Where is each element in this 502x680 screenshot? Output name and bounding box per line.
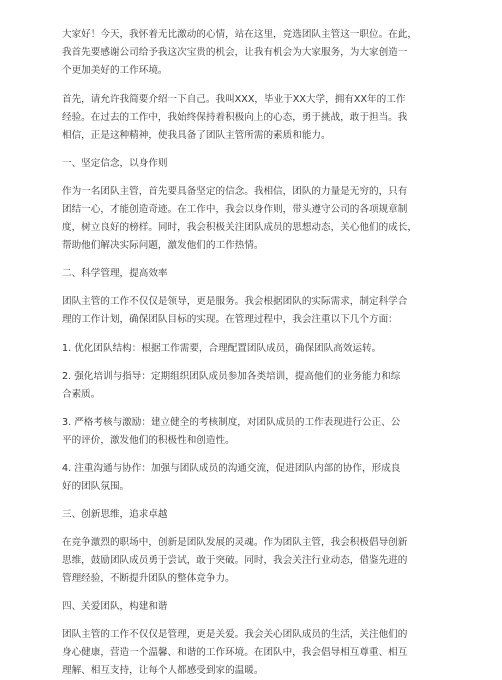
list-item xyxy=(62,414,444,450)
section-heading xyxy=(62,155,444,173)
text-line: 帮助他们解决实际问题，激发他们的工作热情。 xyxy=(62,240,264,251)
paragraph xyxy=(62,626,444,680)
block-gap xyxy=(62,450,444,460)
text-line: 理解、相互支持，让每个人都感受到家的温暖。 xyxy=(62,665,264,676)
text-line: 在竞争激烈的职场中，创新是团队发展的灵魂。作为团队主管，我会积极倡导创新 xyxy=(62,537,408,548)
block-gap xyxy=(62,80,444,91)
text-line: 经验。在过去的工作中，我始终保持着积极向上的心态，勇于挑战，敢于担当。我 xyxy=(62,112,408,123)
text-line: 合素质。 xyxy=(62,389,101,400)
section-heading xyxy=(62,265,444,283)
text-line: 一、坚定信念，以身作则 xyxy=(62,158,168,169)
text-line: 个更加美好的工作环境。 xyxy=(62,65,168,76)
list-item xyxy=(62,340,444,358)
list-item xyxy=(62,368,444,404)
text-line: 团队主管的工作不仅仅是管理，更是关爱。我会关心团队成员的生活，关注他们的 xyxy=(62,629,408,640)
block-gap xyxy=(62,358,444,368)
text-line: 四、关爱团队，构建和谐 xyxy=(62,601,168,612)
text-line: 作为一名团队主管，首先要具备坚定的信念。我相信，团队的力量是无穷的，只有 xyxy=(62,186,408,197)
block-gap xyxy=(62,404,444,414)
block-gap xyxy=(62,329,444,340)
text-line: 三、创新思维，追求卓越 xyxy=(62,509,168,520)
paragraph xyxy=(62,91,444,145)
text-line: 大家好！今天，我怀着无比激动的心情，站在这里，竞选团队主管这一职位。在此， xyxy=(62,29,417,40)
text-line: 3. 严格考核与激励：建立健全的考核制度，对团队成员的工作表现进行公正、公 xyxy=(62,417,401,428)
text-line: 身心健康，营造一个温馨、和谐的工作环境。在团队中，我会倡导相互尊重、相互 xyxy=(62,647,408,658)
text-line: 团队主管的工作不仅仅是领导，更是服务。我会根据团队的实际需求，制定科学合 xyxy=(62,296,408,307)
paragraph xyxy=(62,183,444,255)
text-line: 1. 优化团队结构：根据工作需要，合理配置团队成员，确保团队高效运转。 xyxy=(62,343,382,354)
text-line: 度，树立良好的榜样。同时，我会积极关注团队成员的思想动态，关心他们的成长， xyxy=(62,222,417,233)
document-body xyxy=(62,26,444,680)
block-gap xyxy=(62,255,444,265)
text-line: 相信，正是这种精神，使我具备了团队主管所需的素质和能力。 xyxy=(62,130,331,141)
block-gap xyxy=(62,496,444,506)
section-heading xyxy=(62,506,444,524)
block-gap xyxy=(62,616,444,626)
paragraph xyxy=(62,534,444,588)
list-item xyxy=(62,460,444,496)
text-line: 好的团队氛围。 xyxy=(62,481,130,492)
block-gap xyxy=(62,588,444,598)
text-line: 2. 强化培训与指导：定期组织团队成员参加各类培训，提高他们的业务能力和综 xyxy=(62,371,401,382)
text-line: 4. 注重沟通与协作：加强与团队成员的沟通交流，促进团队内部的协作，形成良 xyxy=(62,463,401,474)
text-line: 我首先要感谢公司给予我这次宝贵的机会，让我有机会为大家服务，为大家创造一 xyxy=(62,47,408,58)
text-line: 思维，鼓励团队成员勇于尝试，敢于突破。同时，我会关注行业动态，借鉴先进的 xyxy=(62,555,408,566)
paragraph xyxy=(62,293,444,329)
text-line: 管理经验，不断提升团队的整体竞争力。 xyxy=(62,573,235,584)
text-line: 理的工作计划，确保团队目标的实现。在管理过程中，我会注重以下几个方面： xyxy=(62,314,398,325)
block-gap xyxy=(62,283,444,293)
paragraph xyxy=(62,26,444,80)
block-gap xyxy=(62,524,444,534)
text-line: 二、科学管理，提高效率 xyxy=(62,268,168,279)
text-line: 团结一心，才能创造奇迹。在工作中，我会以身作则，带头遵守公司的各项规章制 xyxy=(62,204,408,215)
text-line: 首先，请允许我简要介绍一下自己。我叫XXX，毕业于XX大学，拥有XX年的工作 xyxy=(62,94,406,105)
text-line: 平的评价，激发他们的积极性和创造性。 xyxy=(62,435,235,446)
block-gap xyxy=(62,145,444,155)
block-gap xyxy=(62,173,444,183)
section-heading xyxy=(62,598,444,616)
